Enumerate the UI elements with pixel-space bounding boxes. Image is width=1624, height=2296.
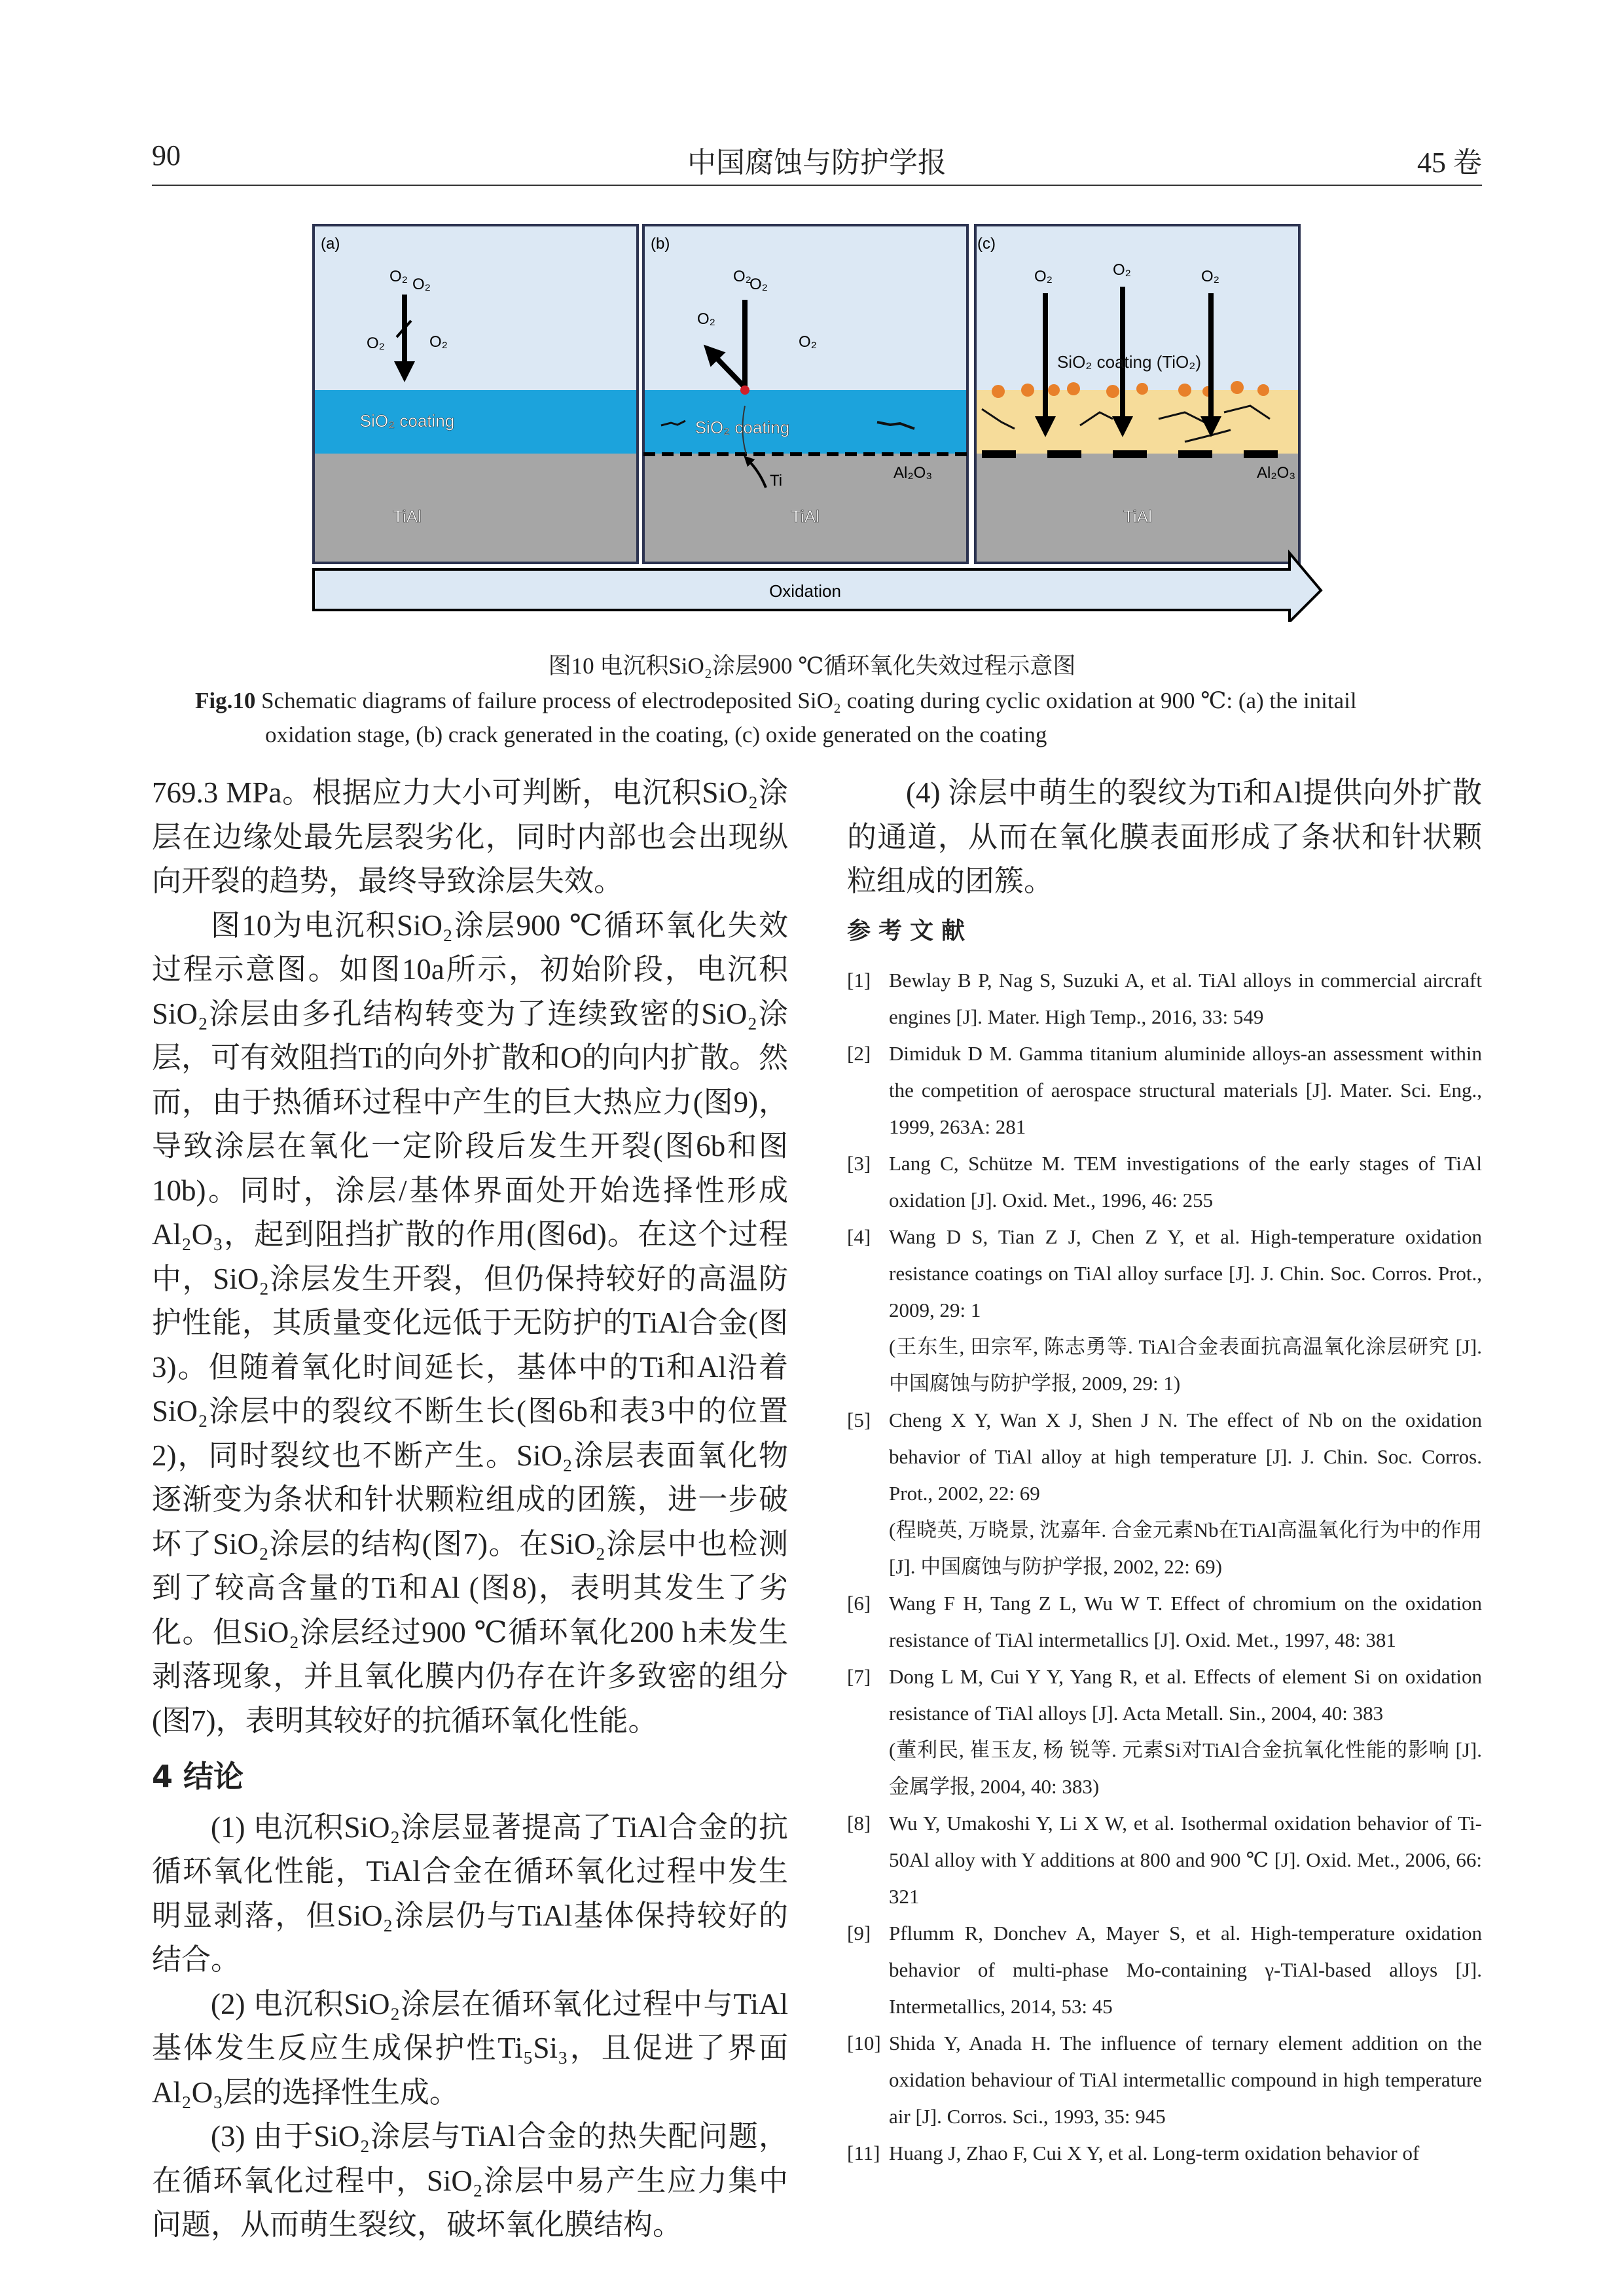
reference-en: Pflumm R, Donchev A, Mayer S, et al. High-temperature oxidation behavior of multi-phase Mo-containing γ-TiAl-based alloys [J]. Intermetallics, 2014, 53: 45 [889,1922,1482,2018]
figure-10-schematic [308,216,1329,622]
reference-item [847,1659,1482,1805]
panel-c [975,225,1299,563]
reference-number: [1] [847,969,871,992]
reference-number: [3] [847,1152,871,1175]
coating-label: SiO₂ coating [359,411,455,431]
panel-b [643,225,967,563]
caption-en-label: Fig.10 [195,688,256,713]
reference-en: Wu Y, Umakoshi Y, Li X W, et al. Isothermal oxidation behavior of Ti-50Al alloy with Y additions at 800 and 900 ℃ [J]. Oxid. Met., 2006, 66: 321 [889,1812,1482,1908]
right-column [847,771,1482,2172]
reference-text [889,1145,1482,1219]
reference-number: [10] [847,2032,881,2054]
volume-label: 45 卷 [1417,147,1482,179]
conclusion-3: (3) 由于SiO₂涂层与TiAl合金的热失配问题，在循环氧化过程中，SiO₂涂层中易产生应力集中问题，从而萌生裂纹，破坏氧化膜结构。 [152,2120,788,2241]
panel-label-b: (b) [651,235,670,253]
o2-label: O₂ [412,276,431,293]
reference-en: Lang C, Schütze M. TEM investigations of the early stages of TiAl oxidation [J]. Oxid. Met., 1996, 46: 255 [889,1152,1482,1211]
reference-cn: (王东生, 田宗军, 陈志勇等. TiAl合金表面抗高温氧化涂层研究 [J]. 中国腐蚀与防护学报, 2009, 29: 1) [889,1335,1482,1395]
reference-en: Shida Y, Anada H. The influence of ternary element addition on the oxidation behaviour of TiAl intermetallic compound in high temperature air [J]. Corros. Sci., 1993, 35: 945 [889,2032,1482,2128]
panel-label-a: (a) [321,235,340,253]
reference-en: Bewlay B P, Nag S, Suzuki A, et al. TiAl alloys in commercial aircraft engines [J]. Mater. High Temp., 2016, 33: 549 [889,969,1482,1028]
panel-label-c: (c) [977,235,996,253]
reference-item [847,962,1482,1035]
o2-label: O₂ [697,310,715,328]
caption-cn: 图10 电沉积SiO₂涂层900 ℃循环氧化失效过程示意图 [548,653,1076,679]
caption-en-line2: oxidation stage, (b) crack generated in the coating, (c) oxide generated on the coating [265,722,1047,747]
reference-text [889,2135,1482,2172]
reference-text [889,1659,1482,1805]
paragraph: 图10为电沉积SiO₂涂层900 ℃循环氧化失效过程示意图。如图10a所示，初始阶段，电沉积SiO₂涂层由多孔结构转变为了连续致密的SiO₂涂层，可有效阻挡Ti的向外扩散和O的向内扩散。然而，由于热循环过程中产生的巨大热应力(图9)，导致涂层在氧化一定阶段后发生开裂(图6b和图10b)。同时，涂层/基体界面处开始选择性形成Al₂O₃，起到阻挡扩散的作用(图6d)。在这个过程中，SiO₂涂层发生开裂，但仍保持较好的高温防护性能，其质量变化远低于无防护的TiAl合金(图3)。但随着氧化时间延长，基体中的Ti和Al沿着SiO₂涂层中的裂纹不断生长(图6b和表3中的位置2)，同时裂纹也不断产生。SiO₂涂层表面氧化物逐渐变为条状和针状颗粒组成的团簇，进一步破坏了SiO₂涂层的结构(图7)。在SiO₂涂层中也检测到了较高含量的Ti和Al (图8)，表明其发生了劣化。但SiO₂涂层经过900 ℃循环氧化200 h未发生剥落现象，并且氧化膜内仍存在许多致密的组分(图7)，表明其较好的抗循环氧化性能。 [152,908,788,1737]
reference-number: [2] [847,1042,871,1065]
substrate-label: TiAl [393,507,422,526]
o2-label: O₂ [749,276,768,293]
reference-number: [6] [847,1592,871,1615]
reference-en: Huang J, Zhao F, Cui X Y, et al. Long-term oxidation behavior of [889,2142,1420,2164]
caption-en [195,684,1357,718]
reference-number: [4] [847,1225,871,1248]
coating-label: SiO₂ coating [695,418,790,437]
reference-item [847,1035,1482,1145]
substrate-label: TiAl [791,507,820,526]
oxidation-label: Oxidation [769,581,841,601]
reference-number: [9] [847,1922,871,1945]
reference-cn: (董利民, 崔玉友, 杨 锐等. 元素Si对TiAl合金抗氧化性能的影响 [J]. 金属学报, 2004, 40: 383) [889,1738,1482,1798]
reference-item [847,1915,1482,2025]
reference-text [889,2025,1482,2135]
ti-label: Ti [770,472,783,490]
reference-text [889,962,1482,1035]
reference-item [847,2135,1482,2172]
reference-en: Cheng X Y, Wan X J, Shen J N. The effect of Nb on the oxidation behavior of TiAl alloy at high temperature [J]. J. Chin. Soc. Corros. Prot., 2002, 22: 69 [889,1408,1482,1505]
reference-en: Wang F H, Tang Z L, Wu W T. Effect of chromium on the oxidation resistance of TiAl intermetallics [J]. Oxid. Met., 1997, 48: 381 [889,1592,1482,1651]
conclusion-1: (1) 电沉积SiO₂涂层显著提高了TiAl合金的抗循环氧化性能，TiAl合金在循环氧化过程中发生明显剥落，但SiO₂涂层仍与TiAl基体保持较好的结合。 [152,1810,788,1976]
header-rule [152,185,1482,186]
o2-label: O₂ [429,333,448,351]
reference-text [889,1219,1482,1402]
reference-en: Wang D S, Tian Z J, Chen Z Y, et al. High-temperature oxidation resistance coatings on TiAl alloy surface [J]. J. Chin. Soc. Corros. Prot., 2009, 29: 1 [889,1225,1482,1321]
left-column [152,771,788,2248]
al2o3-label: Al₂O₃ [1257,464,1296,482]
al2o3-label: Al₂O₃ [893,464,933,482]
reference-item [847,1219,1482,1402]
o2-label: O₂ [799,333,817,351]
reference-number: [11] [847,2142,880,2164]
reference-text [889,1915,1482,2025]
conclusion-2: (2) 电沉积SiO₂涂层在循环氧化过程中与TiAl基体发生反应生成保护性Ti₅Si₃，且促进了界面Al₂O₃层的选择性生成。 [152,1987,788,2109]
o2-label: O₂ [389,268,408,285]
reference-cn: (程晓英, 万晓景, 沈嘉年. 合金元素Nb在TiAl高温氧化行为中的作用 [J]. 中国腐蚀与防护学报, 2002, 22: 69) [889,1518,1482,1578]
reference-text [889,1035,1482,1145]
section-heading-conclusion: 4 结论 [152,1759,244,1794]
reference-item [847,1145,1482,1219]
reference-list [847,962,1482,2172]
references-heading: 参考文献 [847,917,973,944]
reference-item [847,2025,1482,2135]
reference-number: [8] [847,1812,871,1835]
reference-item [847,1402,1482,1585]
reference-text [889,1805,1482,1915]
journal-title: 中国腐蚀与防护学报 [687,147,947,179]
o2-label: O₂ [1201,268,1219,285]
reference-text [889,1402,1482,1585]
reference-number: [7] [847,1665,871,1688]
paragraph: 769.3 MPa。根据应力大小可判断，电沉积SiO₂涂层在边缘处最先层裂劣化，同时内部也会出现纵向开裂的趋势，最终导致涂层失效。 [152,776,788,897]
o2-label: O₂ [367,334,385,352]
reference-item [847,1805,1482,1915]
substrate-label: TiAl [1123,507,1152,526]
panel-a [314,225,638,563]
coating-label: SiO₂ coating (TiO₂) [1056,352,1202,372]
reference-en: Dong L M, Cui Y Y, Yang R, et al. Effects of element Si on oxidation resistance of TiAl alloys [J]. Acta Metall. Sin., 2004, 40: 383 [889,1665,1482,1725]
page-number: 90 [152,139,181,171]
o2-label: O₂ [1113,261,1131,279]
caption-en-line1: Schematic diagrams of failure process of electrodeposited SiO₂ coating during cyclic oxidation at 900 ℃: (a) the initail [255,688,1357,713]
o2-label: O₂ [1034,268,1053,285]
reference-item [847,1585,1482,1659]
reference-text [889,1585,1482,1659]
reference-en: Dimiduk D M. Gamma titanium aluminide alloys-an assessment within the competition of aerospace structural materials [J]. Mater. Sci. Eng., 1999, 263A: 281 [889,1042,1482,1138]
reference-number: [5] [847,1408,871,1431]
o2-label: O₂ [733,268,751,285]
conclusion-4: (4) 涂层中萌生的裂纹为Ti和Al提供向外扩散的通道，从而在氧化膜表面形成了条状和针状颗粒组成的团簇。 [847,776,1482,897]
